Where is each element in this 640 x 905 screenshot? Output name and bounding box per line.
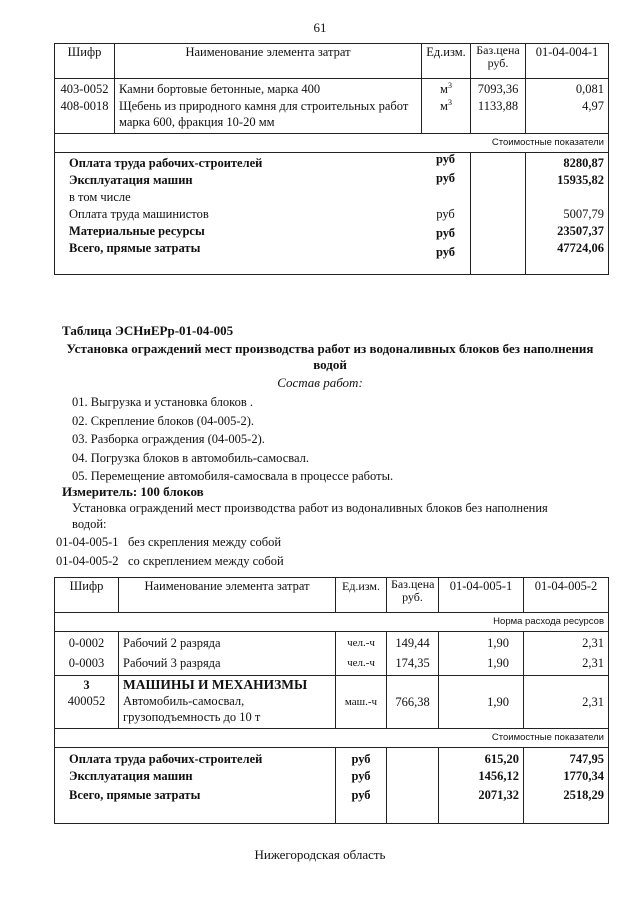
- table-row: [55, 632, 609, 656]
- cost-value-2: 747,95: [524, 748, 609, 769]
- header-price-line2: руб.: [487, 56, 509, 70]
- cost-unit: [421, 189, 470, 206]
- cost-unit: руб: [436, 207, 455, 221]
- cost-spacer: [387, 768, 439, 787]
- cell-price: 766,38: [387, 676, 439, 729]
- cost-value-2: 1770,34: [524, 768, 609, 787]
- work-step: 04. Погрузка блоков в автомобиль-самосвал.: [72, 450, 310, 465]
- cell-unit: чел.-ч: [336, 632, 387, 656]
- work-step: 01. Выгрузка и установка блоков .: [72, 395, 253, 409]
- header-unit: Ед.изм.: [336, 578, 387, 613]
- cell-unit: [422, 98, 471, 134]
- item-name-line1: Автомобиль-самосвал,: [123, 694, 245, 708]
- cell-value-2: 2,31: [524, 632, 609, 656]
- measure-description: Установка ограждений мест производства работ из водоналивных блоков без наполнения водой:: [72, 501, 548, 531]
- cell-price: 174,35: [387, 655, 439, 676]
- cost-row: [55, 153, 609, 173]
- cost-spacer: [471, 240, 526, 275]
- cell-price: 149,44: [387, 632, 439, 656]
- table-row: [55, 79, 609, 99]
- cell-name: Рабочий 2 разряда: [119, 632, 336, 656]
- item-code: 400052: [67, 694, 106, 708]
- work-step: 03. Разборка ограждения (04-005-2).: [72, 432, 265, 446]
- variant-code: 01-04-005-2: [56, 554, 119, 568]
- cost-row: [55, 172, 609, 189]
- item-name-line2: грузоподъемность до 10 т: [123, 710, 261, 724]
- header-col1: 01-04-004-1: [526, 44, 609, 79]
- table-row: [55, 655, 609, 676]
- cost-value: [526, 189, 609, 206]
- cell-name-line2: марка 600, фракция 10-20 мм: [119, 115, 275, 129]
- header-price-line1: Баз.цена: [476, 43, 520, 57]
- table1-cost-units: [421, 151, 470, 263]
- cost-unit: руб: [435, 245, 456, 259]
- cost-value: 23507,37: [526, 223, 609, 240]
- footer-region: Нижегородская область: [254, 847, 386, 862]
- cost-value: 15935,82: [526, 172, 609, 189]
- cell-value-1: 1,90: [439, 676, 524, 729]
- cost-name: Всего, прямые затраты: [55, 787, 336, 824]
- cost-unit: руб: [336, 748, 387, 769]
- unit-superscript: 3: [447, 80, 452, 90]
- work-step: 02. Скрепление блоков (04-005-2).: [72, 413, 255, 428]
- work-steps-list: [72, 393, 393, 486]
- group-name: МАШИНЫ И МЕХАНИЗМЫ: [123, 677, 308, 692]
- section-label-costs: Стоимостные показатели: [55, 134, 609, 153]
- cell-price: 1133,88: [471, 98, 526, 134]
- cell-code: 0-0003: [55, 655, 119, 676]
- cost-value: 8280,87: [526, 153, 609, 173]
- cell-unit: маш.-ч: [336, 676, 387, 729]
- cost-unit: руб: [435, 152, 456, 166]
- variant-text: со скреплением между собой: [128, 554, 284, 568]
- table-subtitle: Установка ограждений мест производства работ из водоналивных блоков без наполнения водой: [66, 341, 594, 372]
- cost-spacer: [471, 189, 526, 206]
- header-price: [471, 44, 526, 79]
- cell-name: Рабочий 3 разряда: [119, 655, 336, 676]
- cost-value-1: 1456,12: [439, 768, 524, 787]
- group-code: 3: [83, 678, 90, 692]
- cost-name: Эксплуатация машин: [55, 172, 471, 189]
- table-row: [55, 98, 609, 134]
- cell-value-1: 1,90: [439, 655, 524, 676]
- table-01-04-004: [54, 43, 609, 275]
- cost-name: Оплата труда машинистов: [55, 206, 471, 223]
- cost-name: Всего, прямые затраты: [55, 240, 471, 275]
- section-label-norms: Норма расхода ресурсов: [55, 613, 609, 632]
- cost-name: Оплата труда рабочих-строителей: [55, 748, 336, 769]
- cell-name: Камни бортовые бетонные, марка 400: [115, 79, 422, 99]
- header-col2: 01-04-005-2: [524, 578, 609, 613]
- variant-code: 01-04-005-1: [56, 535, 119, 549]
- header-unit: Ед.изм.: [422, 44, 471, 79]
- header-code: Шифр: [55, 44, 115, 79]
- variant-item: [56, 533, 284, 552]
- cell-name-line1: Щебень из природного камня для строительных работ: [119, 99, 409, 113]
- unit-text: м: [440, 82, 448, 96]
- cost-unit: руб: [336, 787, 387, 824]
- cost-row: [55, 240, 609, 275]
- cost-value: 5007,79: [526, 206, 609, 223]
- cell-value-1: 1,90: [439, 632, 524, 656]
- cost-name: в том числе: [55, 189, 471, 206]
- cell-code: 408-0018: [55, 98, 115, 134]
- header-name: Наименование элемента затрат: [119, 578, 336, 613]
- composition-label: Состав работ:: [277, 375, 363, 390]
- cost-name: Материальные ресурсы: [55, 223, 471, 240]
- cell-name: [115, 98, 422, 134]
- cost-row: [55, 223, 609, 240]
- unit-text: м: [440, 99, 448, 113]
- cell-code: 0-0002: [55, 632, 119, 656]
- cost-spacer: [471, 206, 526, 223]
- table-row-machines: [55, 676, 609, 729]
- cost-value: 47724,06: [526, 240, 609, 275]
- cost-value-2: 2518,29: [524, 787, 609, 824]
- cost-row: [55, 189, 609, 206]
- cell-name: [119, 676, 336, 729]
- cell-value-2: 2,31: [524, 655, 609, 676]
- cell-value-2: 2,31: [524, 676, 609, 729]
- cost-row: [55, 748, 609, 769]
- cost-row: [55, 787, 609, 824]
- header-col1: 01-04-005-1: [439, 578, 524, 613]
- measure-unit: Измеритель: 100 блоков: [62, 484, 204, 499]
- page-number: 61: [313, 20, 327, 35]
- cost-row: [55, 768, 609, 787]
- cost-unit-spacer: [471, 153, 526, 173]
- header-code: Шифр: [55, 578, 119, 613]
- cell-price: 7093,36: [471, 79, 526, 99]
- header-price: [387, 578, 439, 613]
- unit-superscript: 3: [447, 97, 452, 107]
- cost-name: Оплата труда рабочих-строителей: [55, 153, 471, 173]
- cost-spacer: [471, 223, 526, 240]
- cell-code: 403-0052: [55, 79, 115, 99]
- header-price-line1: Баз.цена: [391, 577, 435, 591]
- cost-spacer: [387, 748, 439, 769]
- cost-value-1: 2071,32: [439, 787, 524, 824]
- cell-value: 4,97: [526, 98, 609, 134]
- header-name: Наименование элемента затрат: [115, 44, 422, 79]
- cost-value-1: 615,20: [439, 748, 524, 769]
- cell-code: [55, 676, 119, 729]
- cost-row: [55, 206, 609, 223]
- cost-name: Эксплуатация машин: [55, 768, 336, 787]
- cost-unit: руб: [435, 226, 456, 240]
- cell-value: 0,081: [526, 79, 609, 99]
- cell-unit: [422, 79, 471, 99]
- cell-unit: чел.-ч: [336, 655, 387, 676]
- table-01-04-005: [54, 577, 609, 824]
- cost-spacer: [471, 172, 526, 189]
- cost-unit: руб: [435, 171, 456, 185]
- variant-list: [56, 533, 284, 571]
- cost-unit: руб: [336, 768, 387, 787]
- variant-item: [56, 552, 284, 571]
- variant-text: без скрепления между собой: [128, 535, 282, 549]
- header-price-line2: руб.: [402, 590, 423, 604]
- work-step: 05. Перемещение автомобиля-самосвала в процессе работы.: [72, 469, 394, 483]
- section-label-costs: Стоимостные показатели: [55, 729, 609, 748]
- cost-spacer: [387, 787, 439, 824]
- table-title: Таблица ЭСНиЕРр-01-04-005: [62, 323, 234, 338]
